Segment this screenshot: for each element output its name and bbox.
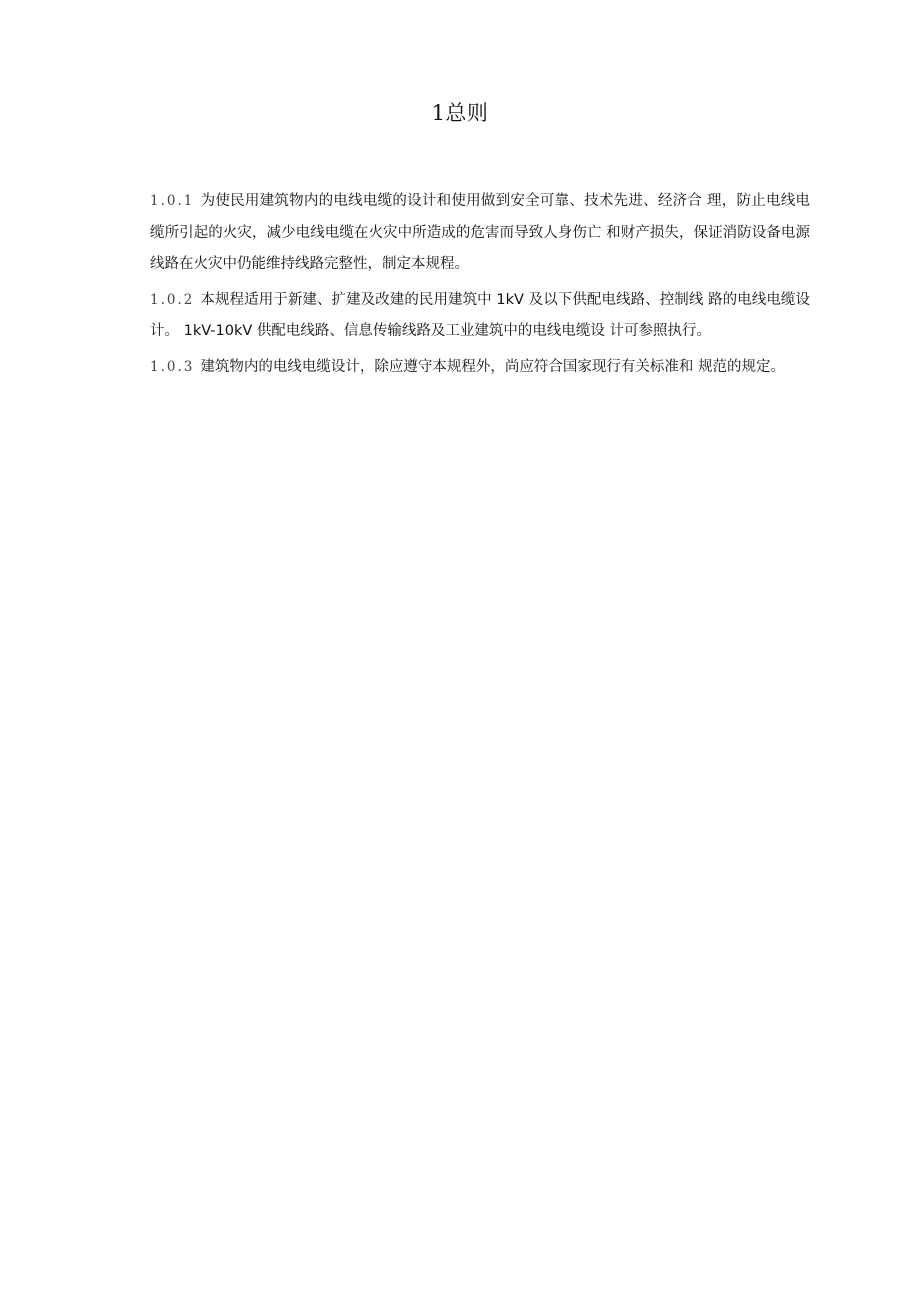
clause-number: 1.0.1 [150,193,195,209]
section-title: 1总则 [431,101,489,125]
clause-1-0-3 [150,352,810,384]
clause-text: 建筑物内的电线电缆设计，除应遵守本规程外，尚应符合国家现行有关标准和 规范的规定。 [200,358,785,375]
clause-list [150,186,810,387]
clause-text: 本规程适用于新建、扩建及改建的民用建筑中 1kV 及以下供配电线路、控制线 路的电线电缆设计。 1kV-10kV 供配电线路、信息传输线路及工业建筑中的电线电缆设 计可参照执行。 [150,291,810,339]
clause-number: 1.0.3 [150,358,195,375]
clause-text: 为使民用建筑物内的电线电缆的设计和使用做到安全可靠、技术先进、经济合 理，防止电线电缆所引起的火灾，减少电线电缆在火灾中所造成的危害而导致人身伤亡 和财产损失，保证消防设备电源线路在火灾中仍能维持线路完整性，制定本规程。 [150,193,810,272]
clause-1-0-2 [150,285,810,348]
clause-number: 1.0.2 [150,291,195,308]
clause-1-0-1 [150,186,810,281]
